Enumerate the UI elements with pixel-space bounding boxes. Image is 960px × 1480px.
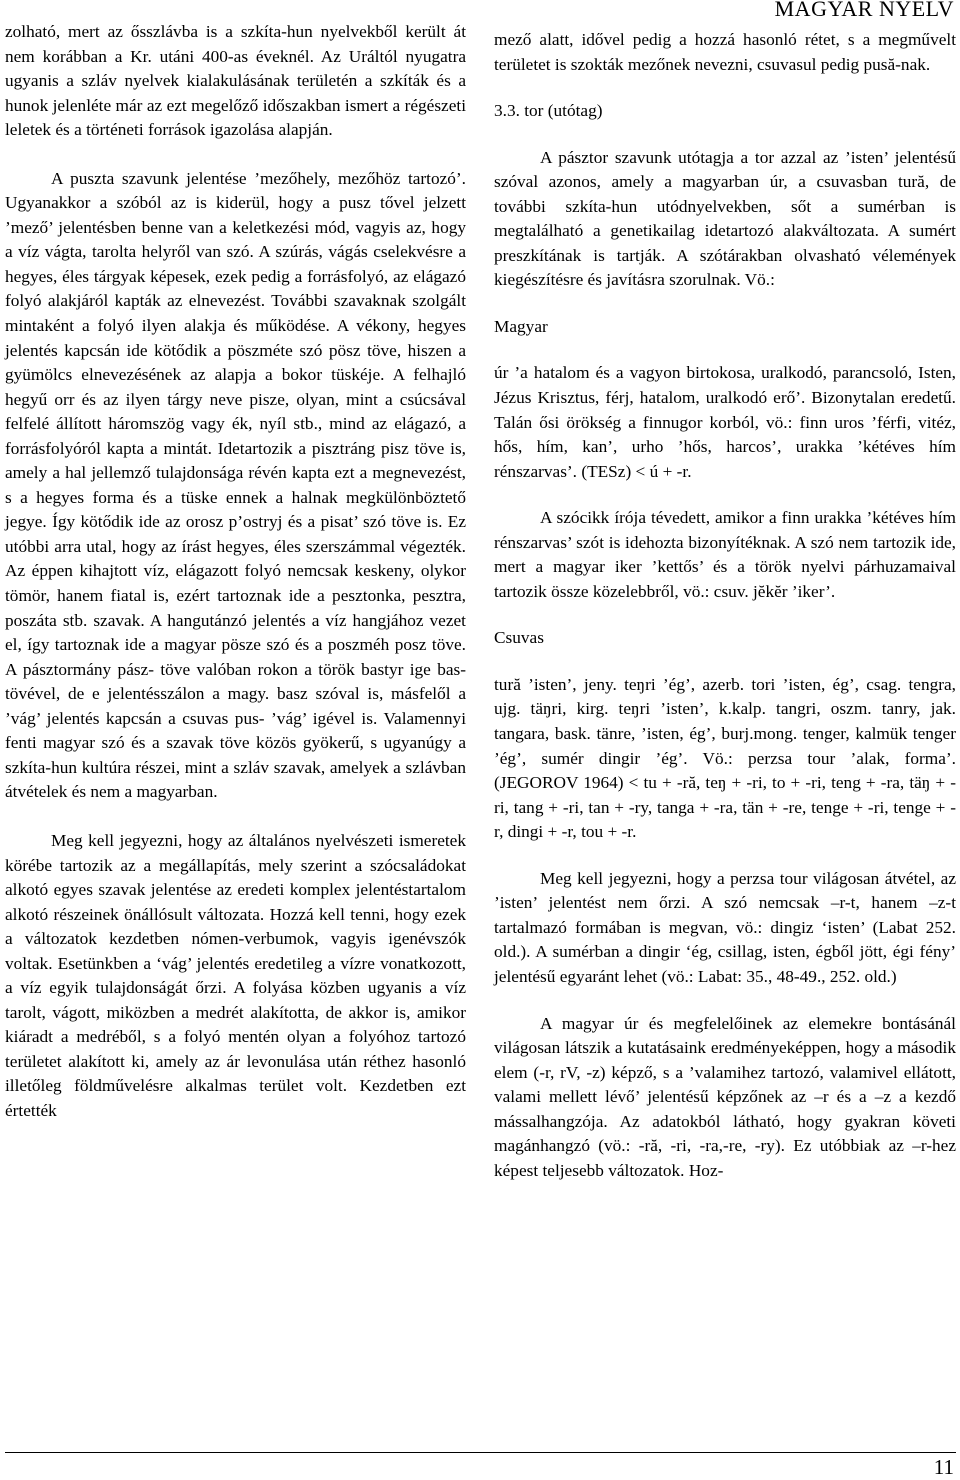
right-column: [494, 28, 956, 1183]
right-paragraph-1: A pásztor szavunk utótagja a tor azzal az ’isten’ jelentésű szóval azonos, amely a magyarban úr, a csuvasban tură, de további szkíta-hun utódnyelvekben, sőt a sumérban is megtalálható a genetikailag idetartozó alakváltozata. A sumért preszkítának is tartják. A szótárakban olvasható vélemények kiegészítésre és javításra szorulnak. Vö.:: [494, 147, 956, 290]
left-paragraph-3: Meg kell jegyezni, hogy az általános nyelvészeti ismeretek körébe tartozik az a megállapítás, mely szerint a szócsaládokat alkotó egyes szavak jelentése az eredeti komplex jelentéstartalom alkotó részeinek önállósult változata. Hozzá kell tenni, hogy ezek a változatok kezdetben nómen-verbumok, vagyis igenévszók voltak. Esetünkben a ‘vág’ jelentés eredetileg a vízre vonatkozott, a víz egyik tulajdonságát őrzi. A folyása közben ugyanis a víz tarolt, vágott, miközben a medrét alakította, de akkor is, amikor kiáradt a medréből, s a folyó mentén olyan a folyóhoz tartozó területet alakított ki, amely az ár levonulása után réthez hasonló illetőleg földművelésre alkalmas terület volt. Kezdetben ezt értették: [5, 830, 466, 1120]
left-paragraph-2: A puszta szavunk jelentése ’mezőhely, mezőhöz tartozó’. Ugyanakkor a szóból az is kiderül, hogy a pusz tővel jelzett ’mező’ jelentésben benne van a keletkezési mód, vagyis az, hogy a víz vágta, tarolta helyről van szó. A szúrás, vágás cselekvésre a hegyes, éles tárgyak képesek, ezek pedig a forrásfolyó, az elágazó folyó alakjáról kapták az elnevezést. További szavaknak szolgált mintaként a folyó ilyen alakja és működése. A vékony, hegyes jelentés kapcsán ide kötődik a pöszméte szó pösz töve, hiszen a gyümölcs elnevezésének az alapja a bokor tüskéje. A felhajló hegyű orr és az ilyen tárgy neve pisze, olyan, mint a csúcsával felfelé állított háromszög vagy ék, nyíl stb., mind az elágazó, a forrásfolyóról kapta a mintát. Idetartozik a pisztráng pisz töve is, amely a hal jellemző tulajdonsága révén kapta ezt a megnevezést, s a hegyes forma és a tüske ennek a halnak megkülönböztető jegye. Így kötődik ide az orosz p’ostryj és a pisat’ szó töve is. Ez utóbbi arra utal, hogy az írást hegyes, éles szerszámmal végezték. Az éppen kihajtott víz, elágazott folyó nemcsak keskeny, olykor tömör, hanem fiatal is, ezért tartoznak ide a pesztonka, pesztra, poszáta stb. szavak. A hangutánzó jelentés a víz hangjához vezet el, így tartoznak ide a magyar pösze szó és a poszméh posz töve. A pásztormány pász- töve valóban rokon a török bastyr ige bas- tövével, de e jelentésszálon a magy. basz szóval is, másfelől a ’vág’ jelentés kapcsán a csuvas pus- ’vág’ igével is. Valamennyi fenti magyar szó és a szavak töve közös gyökerű, s ugyanúgy a szkíta-hun kultúra részei, mint a szláv szavak, amelyek a szlávban átvételek és nem a magyarban.: [5, 168, 466, 802]
entry-ur: úr ’a hatalom és a vagyon birtokosa, uralkodó, parancsoló, Isten, Jézus Krisztus, férj, hatalom, uralkodó erő’. Bizonytalan eredetű. Talán ősi örökség a finnugor korból, vö.: finn uros ’férfi, vitéz, hős, hím, kan’, urho ’hős, harcos’, urakka ’kétéves hím rénszarvas’. (TESz) < ú + -r.: [494, 363, 956, 481]
footer-rule: [5, 1452, 956, 1453]
entry-tura: tură ’isten’, jeny. teŋri ’ég’, azerb. tori ’isten, ég’, csag. tengra, ujg. täŋri, kirg. teŋri ’isten’, k.kalp. tangri, oszm. tanry, jak. tangara, bask. tänre, ’isten, ég’, burj.mong. tenger, kalmük tenger ’ég’, sumér dingir ’ég’. Vö.: perzsa tour ’alak, forma’. (JEGOROV 1964) < tu + -ră, teŋ + -ri, to + -ri, teng + -ra, täŋ + -ri, tang + -ri, tan + -ry, tanga + -ra, tän + -re, tenge + -ri, tenge + -r, dingi + -r, tou + -r.: [494, 674, 956, 842]
right-paragraph-3: Meg kell jegyezni, hogy a perzsa tour világosan átvétel, az ’isten’ jelentést nem őrzi. A szó nemcsak –r-t, hanem –z-t tartalmazó formában is megvan, vö.: dingiz ‘isten’ (Labat 252. old.). A sumérban a dingir ‘ég, csillag, isten, égből jött, égi fény’ jelentésű egyaránt lehet (vö.: Labat: 35., 48-49., 252. old.): [494, 868, 956, 986]
left-column: [5, 20, 466, 1124]
section-heading: 3.3. tor (utótag): [494, 101, 603, 121]
left-paragraph-1: zolható, mert az ősszlávba is a szkíta-hun nyelvekből került át nem korábban a Kr. utáni 400-as éveknél. Az Uráltól nyugatra ugyanis a szláv nyelvek kialakulásának területén a szkíták és a hunok jelenléte már az ezt megelőző időszakban ismert a régészeti leletek és a történeti források igazolása alapján.: [5, 22, 466, 140]
page-number: 11: [933, 1455, 954, 1479]
running-header: MAGYAR NYELV: [774, 0, 954, 21]
right-paragraph-4: A magyar úr és megfelelőinek az elemekre bontásánál világosan látszik a kutatásaink eredményeképpen, hogy a második elem (-r, rV, -z) képző, s a ’valamihez tartozó, valamivel ellátott, valami mellett lévő’ jelentésű képzőnek az –r és a –z a kezdő mássalhangzója. Az adatokból látható, hogy gyakran követi magánhangzó (vö.: -ră, -ri, -ra,-re, -ry). Ez utóbbiak az –r-hez képest teljesebb változatok. Hoz-: [494, 1013, 956, 1180]
label-magyar: Magyar: [494, 316, 548, 336]
label-csuvas: Csuvas: [494, 628, 544, 648]
right-paragraph-2: A szócikk írója tévedett, amikor a finn urakka ’kétéves hím rénszarvas’ szót is idehozta bizonyítéknak. A szó nem tartozik ide, mert a magyar iker ’kettős’ és a török nyelvi párhuzamaival tartozik össze közelebbről, vö.: csuv. jĕkĕr ’iker’.: [494, 508, 956, 601]
right-intro: mező alatt, idővel pedig a hozzá hasonló rétet, s a megművelt területet is szokták mezőnek nevezni, csuvasul pedig pusă-nak.: [494, 30, 956, 74]
